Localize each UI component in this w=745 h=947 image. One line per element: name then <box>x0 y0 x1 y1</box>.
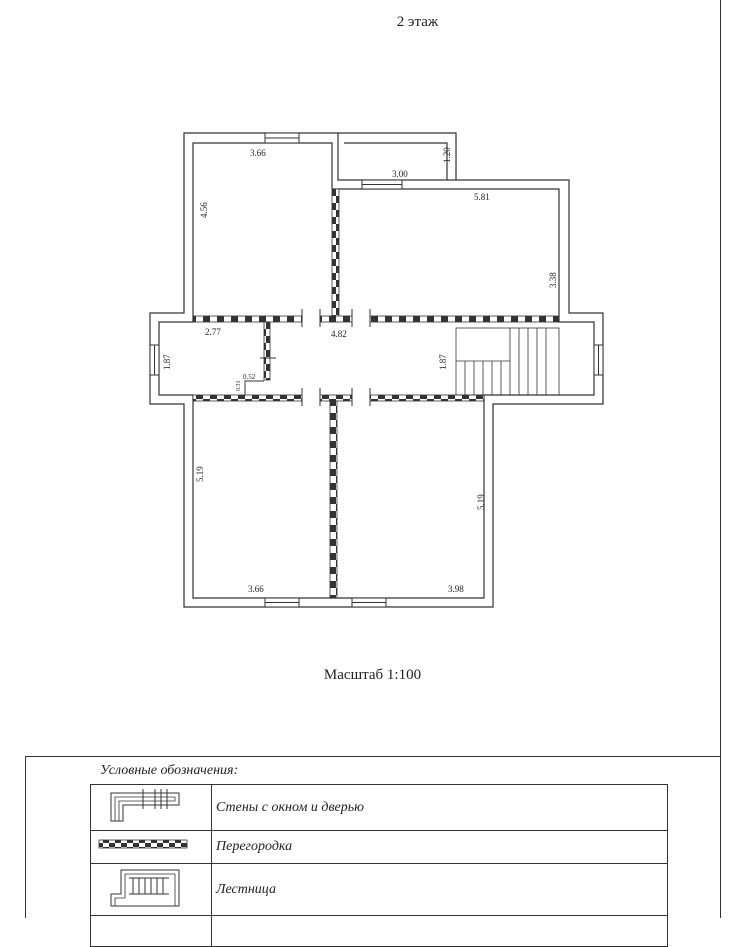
legend-symbol-cell <box>91 864 212 916</box>
scale-label: Масштаб 1:100 <box>323 667 422 683</box>
legend-label-empty <box>212 916 668 947</box>
legend-symbol-cell <box>91 831 212 864</box>
legend-symbol-cell <box>91 785 212 831</box>
floor-title: 2 этаж <box>396 14 439 30</box>
dim-hall-left-height: 1.87 <box>162 354 172 370</box>
windows <box>150 133 603 607</box>
dim-top-right-width: 5.81 <box>474 192 490 202</box>
dim-hall-width: 4.82 <box>331 329 347 339</box>
dim-small-room-height: 1.20 <box>442 147 452 163</box>
dim-bottom-right-height: 5.19 <box>476 494 486 510</box>
dim-hall-left-width: 2.77 <box>205 327 221 337</box>
legend-title: Условные обозначения: <box>100 763 239 778</box>
wall-with-window-and-door-icon <box>91 785 211 825</box>
legend-symbol-cell <box>91 916 212 947</box>
legend-label: Перегородка <box>212 831 668 864</box>
doors <box>260 309 370 406</box>
legend-row <box>91 831 668 864</box>
legend-table <box>90 784 668 947</box>
partitions <box>193 189 559 598</box>
legend-label: Стены с окном и дверью <box>212 785 668 831</box>
legend-label: Лестница <box>212 864 668 916</box>
dim-closet-width: 0.52 <box>243 373 256 381</box>
dim-bottom-left-height: 5.19 <box>195 466 205 482</box>
dim-closet-height: 0.31 <box>236 380 242 391</box>
legend-row <box>91 785 668 831</box>
partition-icon <box>91 831 211 858</box>
closet <box>245 381 264 395</box>
frame-border-left <box>25 756 26 918</box>
dim-bottom-right-width: 3.98 <box>448 584 464 594</box>
dim-bottom-left-width: 3.66 <box>248 584 264 594</box>
dim-top-right-height: 3.38 <box>548 272 558 288</box>
legend-row-empty <box>91 916 668 947</box>
dim-hall-right-height: 1.87 <box>438 354 448 370</box>
legend-row <box>91 864 668 916</box>
exterior-walls <box>150 133 603 607</box>
dim-top-left-width: 3.66 <box>250 148 266 158</box>
dim-top-left-height: 4.56 <box>199 202 209 218</box>
stairs <box>456 328 559 395</box>
dim-small-room-width: 3.00 <box>392 169 408 179</box>
stairs-icon <box>91 864 211 910</box>
